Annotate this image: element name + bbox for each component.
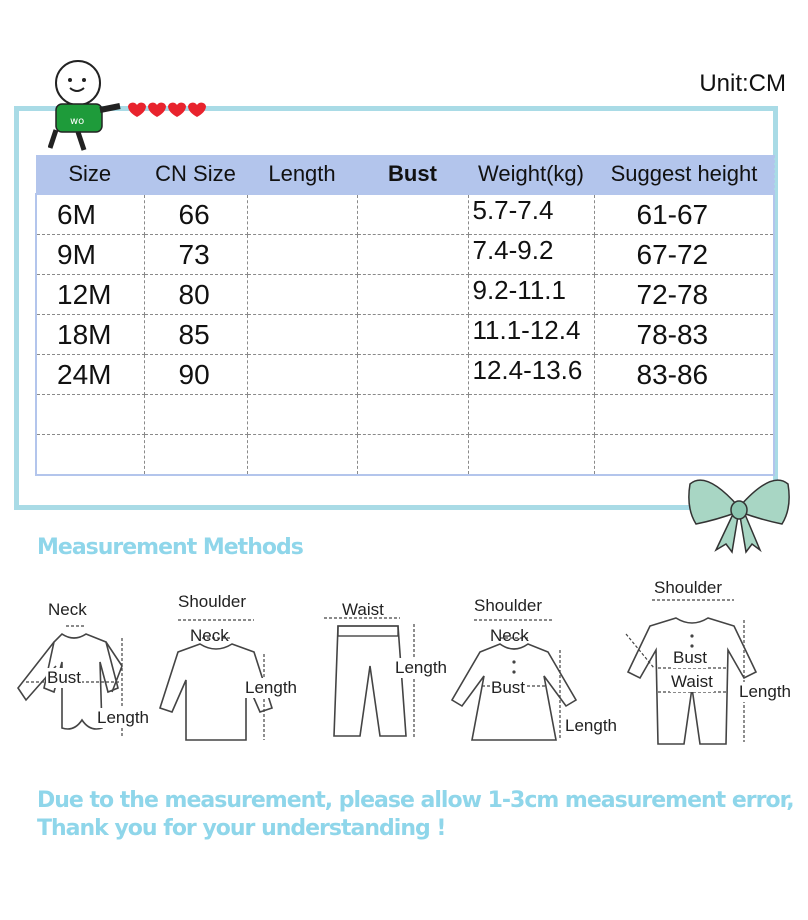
cell-bust xyxy=(357,194,468,235)
top-length-label: Length xyxy=(245,678,297,697)
figure-romper xyxy=(614,576,804,752)
cell-weight: 9.2-11.1 xyxy=(468,275,594,315)
figure-pants xyxy=(314,596,454,746)
bodysuit-bust-label: Bust xyxy=(47,668,82,687)
cell-weight: 11.1-12.4 xyxy=(468,315,594,355)
cell-weight: 7.4-9.2 xyxy=(468,235,594,275)
cell-bust xyxy=(357,355,468,395)
cell-suggest-height: 61-67 xyxy=(594,194,774,235)
bow-icon xyxy=(686,474,792,554)
figure-bodysuit xyxy=(10,596,160,746)
table-row xyxy=(36,435,774,476)
cell-weight: 12.4-13.6 xyxy=(468,355,594,395)
romper-shoulder-label: Shoulder xyxy=(654,578,723,597)
cell-size: 18M xyxy=(36,315,144,355)
table-row xyxy=(36,395,774,435)
measurement-title: Measurement Methods xyxy=(37,535,303,560)
cell-cn-size xyxy=(144,395,247,435)
table-row xyxy=(36,194,774,235)
header-suggest-height: Suggest height xyxy=(594,155,774,194)
header-length: Length xyxy=(247,155,357,194)
cell-suggest-height: 67-72 xyxy=(594,235,774,275)
cell-suggest-height xyxy=(594,395,774,435)
cell-size: 9M xyxy=(36,235,144,275)
figure-top xyxy=(148,590,308,750)
pants-waist-label: Waist xyxy=(342,600,384,619)
table-row xyxy=(36,235,774,275)
bodysuit-neck-label: Neck xyxy=(48,600,87,619)
cell-length xyxy=(247,395,357,435)
table-row xyxy=(36,355,774,395)
pants-length-label: Length xyxy=(395,658,447,677)
cell-suggest-height: 78-83 xyxy=(594,315,774,355)
cell-length xyxy=(247,355,357,395)
cell-size: 6M xyxy=(36,194,144,235)
table-row xyxy=(36,315,774,355)
cell-suggest-height: 83-86 xyxy=(594,355,774,395)
dress-shoulder-label: Shoulder xyxy=(474,596,543,615)
cell-length xyxy=(247,235,357,275)
unit-label: Unit:CM xyxy=(699,70,786,97)
dress-neck-label: Neck xyxy=(490,626,529,645)
cell-bust xyxy=(357,275,468,315)
romper-length-label: Length xyxy=(739,682,791,701)
romper-waist-label: Waist xyxy=(671,672,713,691)
bodysuit-length-label: Length xyxy=(97,708,149,727)
cell-bust xyxy=(357,395,468,435)
cell-length xyxy=(247,435,357,476)
hearts xyxy=(128,103,206,117)
cell-cn-size: 90 xyxy=(144,355,247,395)
cell-length xyxy=(247,275,357,315)
cell-bust xyxy=(357,435,468,476)
cell-length xyxy=(247,194,357,235)
romper-icon xyxy=(614,576,804,752)
header-cn-size: CN Size xyxy=(144,155,247,194)
cell-length xyxy=(247,315,357,355)
measurement-note-line1: Due to the measurement, please allow 1-3cm measurement error, xyxy=(37,788,794,813)
cell-cn-size: 73 xyxy=(144,235,247,275)
cell-bust xyxy=(357,235,468,275)
cell-cn-size xyxy=(144,435,247,476)
table-header-row xyxy=(36,155,774,194)
header-bust: Bust xyxy=(357,155,468,194)
table-row xyxy=(36,275,774,315)
size-table xyxy=(35,155,775,476)
mascot xyxy=(48,58,208,158)
romper-bust-label: Bust xyxy=(673,648,708,667)
cell-weight: 5.7-7.4 xyxy=(468,194,594,235)
figure-dress xyxy=(444,592,624,752)
measurement-note-line2: Thank you for your understanding ! xyxy=(37,816,446,841)
cell-weight xyxy=(468,435,594,476)
mascot-head xyxy=(56,61,100,105)
cell-size xyxy=(36,435,144,476)
cell-suggest-height: 72-78 xyxy=(594,275,774,315)
cell-size: 24M xyxy=(36,355,144,395)
header-weight: Weight(kg) xyxy=(468,155,594,194)
dress-bust-label: Bust xyxy=(491,678,526,697)
cell-size: 12M xyxy=(36,275,144,315)
cell-suggest-height xyxy=(594,435,774,476)
cell-cn-size: 85 xyxy=(144,315,247,355)
top-shoulder-label: Shoulder xyxy=(178,592,247,611)
cell-size xyxy=(36,395,144,435)
header-size: Size xyxy=(36,155,144,194)
cell-weight xyxy=(468,395,594,435)
dress-length-label: Length xyxy=(565,716,617,735)
cell-cn-size: 66 xyxy=(144,194,247,235)
cell-cn-size: 80 xyxy=(144,275,247,315)
top-neck-label: Neck xyxy=(190,626,229,645)
top-icon xyxy=(148,590,308,750)
cell-bust xyxy=(357,315,468,355)
mascot-shirt-text: wo xyxy=(70,116,85,127)
